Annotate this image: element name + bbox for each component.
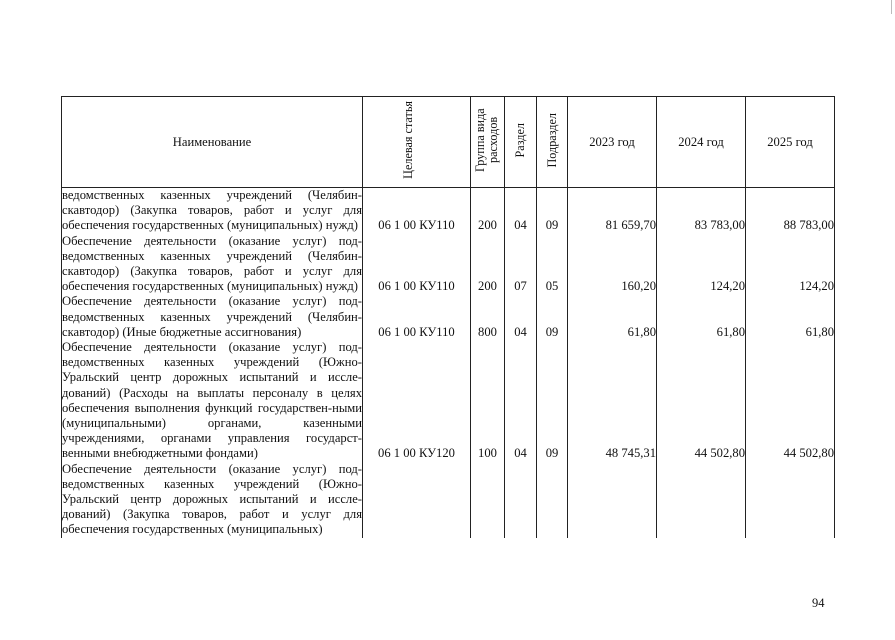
row-2023: 160,20 bbox=[568, 234, 657, 295]
row-group: 800 bbox=[471, 294, 505, 340]
table-row bbox=[62, 340, 835, 462]
row-name: Обеспечение деятельности (оказание услуг) под-ведомственных казенных учреждений (Южно-Уральский центр дорожных испытаний и иссле-дований) (Расходы на выплаты персоналу в целях обеспечения выполнения функций государствен-ными (муниципальными) органами, казенными учреждениями, органами управления государст-венными внебюджетными фондами) bbox=[62, 340, 362, 461]
row-2024: 83 783,00 bbox=[657, 188, 746, 234]
row-2024 bbox=[657, 462, 746, 538]
header-subsection: Подраздел bbox=[544, 112, 559, 168]
row-subsection: 09 bbox=[537, 188, 568, 234]
row-name: ведомственных казенных учреждений (Челябин-скавтодор) (Закупка товаров, работ и услуг для обеспечения государственных (муниципальных) нужд) bbox=[62, 188, 362, 233]
row-name: Обеспечение деятельности (оказание услуг) под-ведомственных казенных учреждений (Челябин-скавтодор) (Иные бюджетные ассигнования) bbox=[62, 294, 362, 339]
row-2023 bbox=[568, 462, 657, 538]
row-group: 200 bbox=[471, 234, 505, 295]
table-header-row bbox=[62, 97, 835, 188]
row-target: 06 1 00 КУ110 bbox=[363, 294, 471, 340]
row-section: 04 bbox=[505, 188, 537, 234]
row-2023: 48 745,31 bbox=[568, 340, 657, 462]
row-name: Обеспечение деятельности (оказание услуг) под-ведомственных казенных учреждений (Южно-Уральский центр дорожных испытаний и иссле-дований) (Закупка товаров, работ и услуг для обеспечения государственных (муниципальных) bbox=[62, 461, 362, 537]
row-section: 07 bbox=[505, 234, 537, 295]
row-2024: 124,20 bbox=[657, 234, 746, 295]
row-group: 200 bbox=[471, 188, 505, 234]
table-row bbox=[62, 234, 835, 295]
row-subsection: 09 bbox=[537, 340, 568, 462]
header-group: Группа вида расходов bbox=[472, 108, 500, 172]
header-2024: 2024 год bbox=[657, 97, 746, 188]
page-number: 94 bbox=[812, 596, 825, 610]
row-subsection: 09 bbox=[537, 294, 568, 340]
header-2023: 2023 год bbox=[568, 97, 657, 188]
header-2025: 2025 год bbox=[746, 97, 835, 188]
row-2025: 44 502,80 bbox=[746, 340, 835, 462]
row-target bbox=[363, 462, 471, 538]
row-section: 04 bbox=[505, 340, 537, 462]
row-target: 06 1 00 КУ110 bbox=[363, 188, 471, 234]
row-group: 100 bbox=[471, 340, 505, 462]
header-section: Раздел bbox=[513, 122, 528, 158]
row-subsection bbox=[537, 462, 568, 538]
table-row bbox=[62, 188, 835, 234]
row-section bbox=[505, 462, 537, 538]
row-section: 04 bbox=[505, 294, 537, 340]
row-name: Обеспечение деятельности (оказание услуг) под-ведомственных казенных учреждений (Челябин-скавтодор) (Закупка товаров, работ и услуг для обеспечения государственных (муниципальных) нужд) bbox=[62, 233, 362, 294]
header-target: Целевая статья bbox=[400, 101, 415, 179]
table-row bbox=[62, 462, 835, 538]
row-2023: 81 659,70 bbox=[568, 188, 657, 234]
table-row bbox=[62, 294, 835, 340]
row-2024: 61,80 bbox=[657, 294, 746, 340]
row-2025 bbox=[746, 462, 835, 538]
row-2024: 44 502,80 bbox=[657, 340, 746, 462]
row-group bbox=[471, 462, 505, 538]
row-2025: 88 783,00 bbox=[746, 188, 835, 234]
row-target: 06 1 00 КУ110 bbox=[363, 234, 471, 295]
budget-table bbox=[61, 96, 835, 538]
row-2023: 61,80 bbox=[568, 294, 657, 340]
row-2025: 61,80 bbox=[746, 294, 835, 340]
row-2025: 124,20 bbox=[746, 234, 835, 295]
header-name: Наименование bbox=[62, 97, 363, 188]
row-subsection: 05 bbox=[537, 234, 568, 295]
scan-edge-mark bbox=[891, 0, 892, 14]
row-target: 06 1 00 КУ120 bbox=[363, 340, 471, 462]
